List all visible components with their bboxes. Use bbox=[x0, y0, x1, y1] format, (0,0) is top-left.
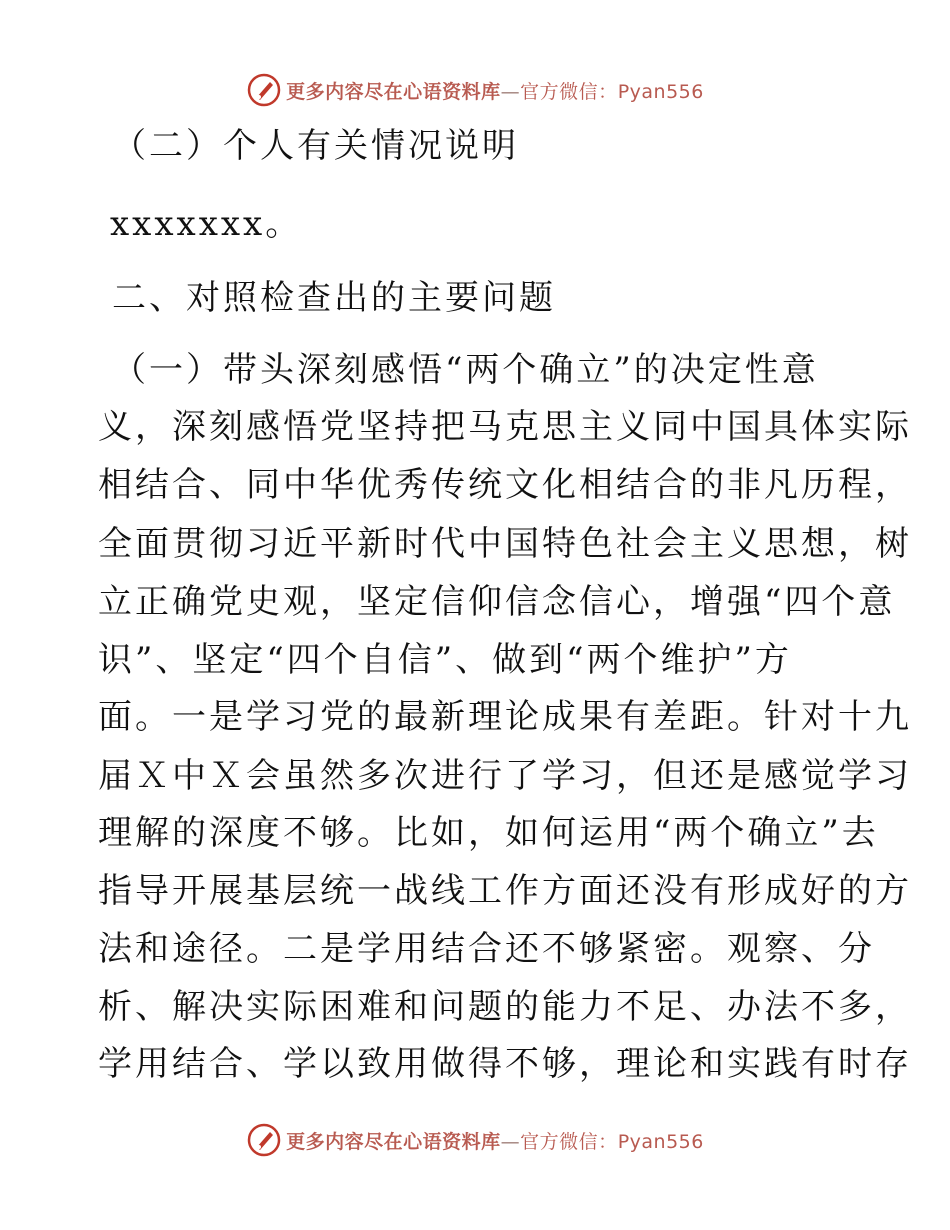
watermark-text: 更多内容尽在心语资料库—官方微信：Pyan556 bbox=[286, 1130, 704, 1153]
section-heading-main-problems: 二、对照检查出的主要问题 bbox=[112, 278, 556, 318]
header-watermark-banner bbox=[0, 70, 950, 110]
paragraph-line: 义，深刻感悟党坚持把马克思主义同中国具体实际 bbox=[98, 407, 912, 447]
pen-logo-icon bbox=[246, 72, 282, 108]
paragraph-line: （一）带头深刻感悟“两个确立”的决定性意 bbox=[112, 350, 819, 390]
paragraph-line: 面。一是学习党的最新理论成果有差距。针对十九 bbox=[98, 697, 912, 737]
paragraph-line: 理解的深度不够。比如，如何运用“两个确立”去 bbox=[98, 813, 879, 853]
pen-logo-icon bbox=[246, 1122, 282, 1158]
paragraph-line: 法和途径。二是学用结合还不够紧密。观察、分 bbox=[98, 929, 875, 969]
paragraph-line: 相结合、同中华优秀传统文化相结合的非凡历程， bbox=[98, 465, 912, 505]
paragraph-line: 指导开展基层统一战线工作方面还没有形成好的方 bbox=[98, 871, 912, 911]
paragraph-line: 学用结合、学以致用做得不够，理论和实践有时存 bbox=[98, 1044, 912, 1084]
paragraph-line: 析、解决实际困难和问题的能力不足、办法不多， bbox=[98, 987, 912, 1027]
paragraph-line: 届Ｘ中Ｘ会虽然多次进行了学习，但还是感觉学习 bbox=[98, 756, 912, 796]
paragraph-line: 全面贯彻习近平新时代中国特色社会主义思想，树 bbox=[98, 524, 912, 564]
paragraph-line: 识”、坚定“四个自信”、做到“两个维护”方 bbox=[98, 640, 792, 680]
watermark-text: 更多内容尽在心语资料库—官方微信：Pyan556 bbox=[286, 80, 704, 103]
placeholder-text: xxxxxxx。 bbox=[110, 204, 303, 244]
subheading-personal-info: （二）个人有关情况说明 bbox=[112, 126, 519, 166]
footer-watermark-banner bbox=[0, 1120, 950, 1160]
paragraph-line: 立正确党史观，坚定信仰信念信心，增强“四个意 bbox=[98, 582, 896, 622]
